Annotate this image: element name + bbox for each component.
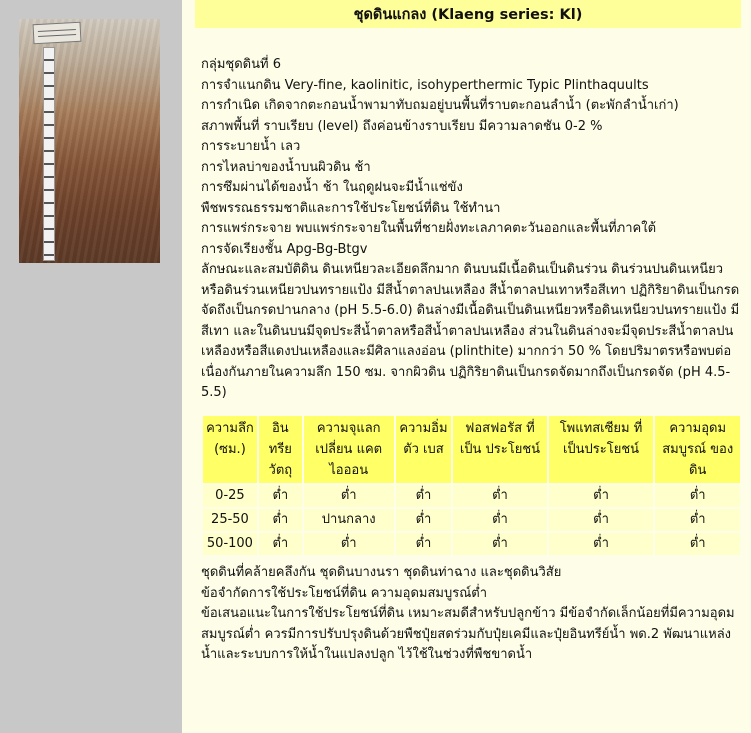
land-use-limitations: ข้อจำกัดการใช้ประโยชน์ที่ดิน ความอุดมสมบูรณ์ต่ำ (201, 585, 488, 601)
cell-fertility: ต่ำ (655, 509, 740, 531)
cell-phosphorus: ต่ำ (453, 509, 546, 531)
cell-potassium: ต่ำ (549, 485, 654, 507)
header-depth: ความลึก (ซม.) (203, 416, 257, 483)
cell-phosphorus: ต่ำ (453, 533, 546, 555)
cell-depth: 50-100 (203, 533, 257, 555)
cell-cec: ปานกลาง (304, 509, 394, 531)
cell-potassium: ต่ำ (549, 509, 654, 531)
measuring-ruler (43, 47, 55, 261)
cell-cec: ต่ำ (304, 533, 394, 555)
header-cec: ความจุแลก เปลี่ยน แคตไอออน (304, 416, 394, 483)
cell-phosphorus: ต่ำ (453, 485, 546, 507)
cell-organic-matter: ต่ำ (259, 509, 302, 531)
cell-cec: ต่ำ (304, 485, 394, 507)
soil-profile-photo (19, 19, 160, 263)
table-row (203, 533, 740, 555)
header-phosphorus: ฟอสฟอรัส ที่เป็น ประโยชน์ (453, 416, 546, 483)
soil-vegetation: พืชพรรณธรรมชาติและการใช้ประโยชน์ที่ดิน ใช้ทำนา (201, 200, 501, 216)
soil-group: กลุ่มชุดดินที่ 6 (201, 57, 281, 72)
cell-fertility: ต่ำ (655, 485, 740, 507)
soil-characteristics: ลักษณะและสมบัติดิน ดินเหนียวละเอียดลึกมาก ดินบนมีเนื้อดินเป็นดินร่วน ดินร่วนปนดินเหนียวหรือดินร่วนเหนียวปนทรายแป้ง มีสีน้ำตาลปนเหลือง สีน้ำตาลปนเทาหรือสีเทา ปฏิกิริยาดินเป็นกรดจัดถึงเป็นกรดปานกลาง (pH 5.5-6.0) ดินล่างมีเนื้อดินเป็นดินเหนียวหรือดินเหนียวปนทรายแป้ง มีสีเทา และในดินบนมีจุดประสีน้ำตาลหรือสีน้ำตาลปนเหลือง ส่วนในดินล่างจะมีจุดประสีน้ำตาลปนเหลืองหรือสีแดงปนเหลืองและมีศิลาแลงอ่อน (plinthite) มากกว่า 50 % โดยปริมาตรหรือพบต่อเนื่องกันภายในความลึก 150 ซม. จากผิวดิน ปฏิกิริยาดินเป็นกรดจัดมากถึงเป็นกรดจัด (pH 4.5-5.5) (201, 262, 740, 400)
photo-sign (33, 22, 82, 44)
soil-distribution: การแพร่กระจาย พบแพร่กระจายในพื้นที่ชายฝั่งทะเลภาคตะวันออกและพื้นที่ภาคใต้ (201, 221, 657, 236)
table-row (203, 485, 740, 507)
page-title: ชุดดินแกลง (Klaeng series: Kl) (195, 0, 741, 28)
header-potassium: โพแทสเซียม ที่เป็นประโยชน์ (549, 416, 654, 483)
cell-base-saturation: ต่ำ (396, 509, 452, 531)
soil-permeability: การซึมผ่านได้ของน้ำ ช้า ในฤดูฝนจะมีน้ำแช่ขัง (201, 180, 463, 195)
cell-organic-matter: ต่ำ (259, 485, 302, 507)
soil-origin: การกำเนิด เกิดจากตะกอนน้ำพามาทับถมอยู่บนพื้นที่ราบตะกอนลำน้ำ (ตะพักลำน้ำเก่า) (201, 98, 679, 113)
cell-base-saturation: ต่ำ (396, 533, 452, 555)
land-use-recommendations: ข้อเสนอแนะในการใช้ประโยชน์ที่ดิน เหมาะสมดีสำหรับปลูกข้าว มีข้อจำกัดเล็กน้อยที่มีความอุดมสมบูรณ์ต่ำ ควรมีการปรับปรุงดินด้วยพืชปุ๋ยสดร่วมกับปุ๋ยเคมีและปุ๋ยอินทรีย์น้ำ พด.2 พัฒนาแหล่งน้ำและระบบการให้น้ำในแปลงปลูก ไว้ใช้ในช่วงที่พืชขาดน้ำ (201, 606, 735, 662)
sign-line-1 (38, 29, 76, 32)
cell-potassium: ต่ำ (549, 533, 654, 555)
soil-info (201, 55, 746, 404)
cell-fertility: ต่ำ (655, 533, 740, 555)
cell-organic-matter: ต่ำ (259, 533, 302, 555)
header-organic-matter: อินทรีย วัตถุ (259, 416, 302, 483)
soil-horizons: การจัดเรียงชั้น Apg-Bg-Btgv (201, 241, 368, 257)
table-header-row (203, 416, 740, 483)
soil-topography: สภาพพื้นที่ ราบเรียบ (level) ถึงค่อนข้างราบเรียบ มีความลาดชัน 0-2 % (201, 118, 603, 134)
soil-properties-table (201, 414, 742, 557)
cell-depth: 25-50 (203, 509, 257, 531)
cell-base-saturation: ต่ำ (396, 485, 452, 507)
left-panel (0, 0, 182, 733)
soil-runoff: การไหลบ่าของน้ำบนผิวดิน ช้า (201, 159, 371, 175)
cell-depth: 0-25 (203, 485, 257, 507)
table-row (203, 509, 740, 531)
soil-footer (201, 563, 746, 666)
sign-line-2 (38, 34, 76, 37)
soil-classification: การจำแนกดิน Very-fine, kaolinitic, isohyperthermic Typic Plinthaquults (201, 77, 649, 93)
soil-drainage: การระบายน้ำ เลว (201, 139, 301, 154)
similar-soils: ชุดดินที่คล้ายคลึงกัน ชุดดินบางนรา ชุดดินท่าฉาง และชุดดินวิสัย (201, 565, 562, 580)
header-base-saturation: ความอิ่มตัว เบส (396, 416, 452, 483)
header-fertility: ความอุดม สมบูรณ์ ของดิน (655, 416, 740, 483)
